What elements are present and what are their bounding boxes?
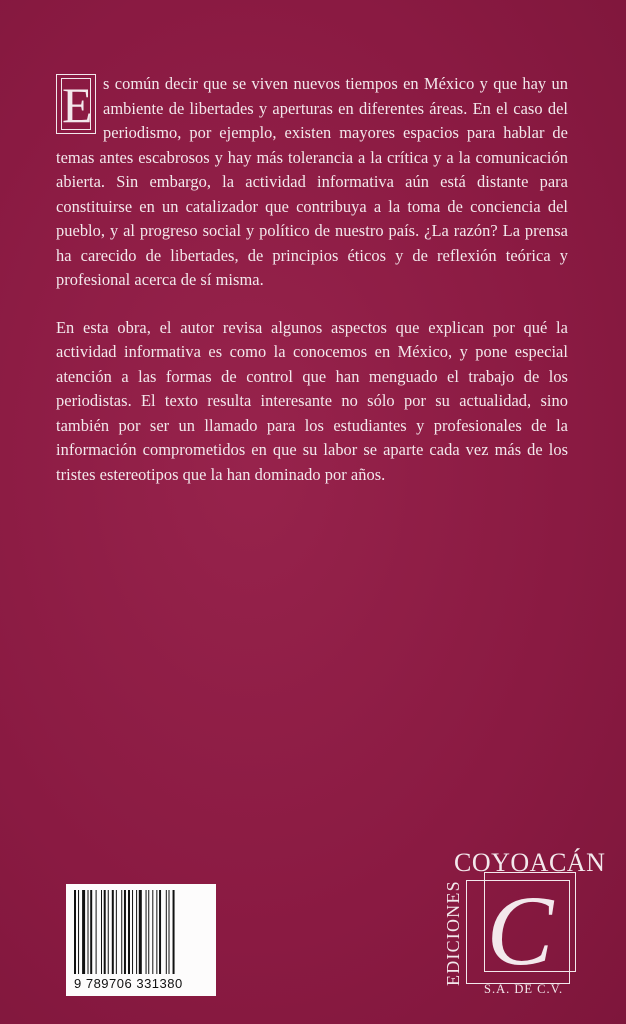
monogram-c-icon [470,878,570,978]
barcode-bar [132,890,133,974]
barcode-bar [128,890,130,974]
monogram-letter: C [486,878,554,978]
publisher-name-top: COYOACÁN [454,848,606,877]
barcode-bar [139,890,142,974]
blurb-paragraph-2: En esta obra, el autor revisa algunos aspectos que explican por qué la actividad informativa es como la conocemos en México, y pone especial atención a las formas de control que han menguado el trabajo de los periodistas. El texto resulta interesante no sólo por su actualidad, sino también por ser un llamado para los estudiantes y profesionales de la información comprometidos en que su labor se aparte cada vez más de los tristes estereotipos que la han dominado por años. [56,317,568,484]
barcode-bar [90,890,92,974]
blurb-paragraph-1: E s común decir que se viven nuevos tiempos en México y que hay un ambiente de libertades y aperturas en diferentes áreas. En el caso del periodismo, por ejemplo, existen mayores espacios para hablar de temas antes escabrosos y hay más tolerancia a la crítica y a la comunicación abierta. Sin embargo, la actividad informativa aún está distante para constituirse en un catalizador que contribuya a la toma de conciencia del pueblo, y al progreso social y político de nuestro país. ¿La razón? La prensa ha carecido de libertades, de principios éticos y de reflexión teórica y profesional acerca de sí misma. [56,74,568,289]
barcode-bar [74,890,76,974]
isbn-number: 9 789706 331380 [74,976,183,991]
barcode-bar [173,890,175,974]
barcode-bar [159,890,161,974]
barcode-bar [78,890,79,974]
barcode-bar [136,890,137,974]
barcode-bar [112,890,114,974]
barcode-bar [156,890,157,974]
barcode-bar [88,890,89,974]
barcode-bar [166,890,167,974]
barcode-bar [148,890,149,974]
barcode-bar [108,890,109,974]
publisher-legal-suffix: S.A. DE C.V. [484,982,564,996]
barcode-bar [124,890,126,974]
barcode-bar [82,890,85,974]
barcode-bar [169,890,170,974]
barcode-bar [146,890,147,974]
barcode-bar [152,890,153,974]
barcode-bar [121,890,122,974]
back-cover-blurb [56,72,568,510]
barcode-bar [101,890,102,974]
drop-cap: E [56,74,96,134]
publisher-logo [440,848,606,998]
barcode-bar [104,890,106,974]
isbn-barcode [66,884,216,996]
barcode-bars [74,890,208,974]
publisher-name-side: EDICIONES [443,880,463,986]
barcode-bar [96,890,97,974]
barcode-bar [116,890,117,974]
